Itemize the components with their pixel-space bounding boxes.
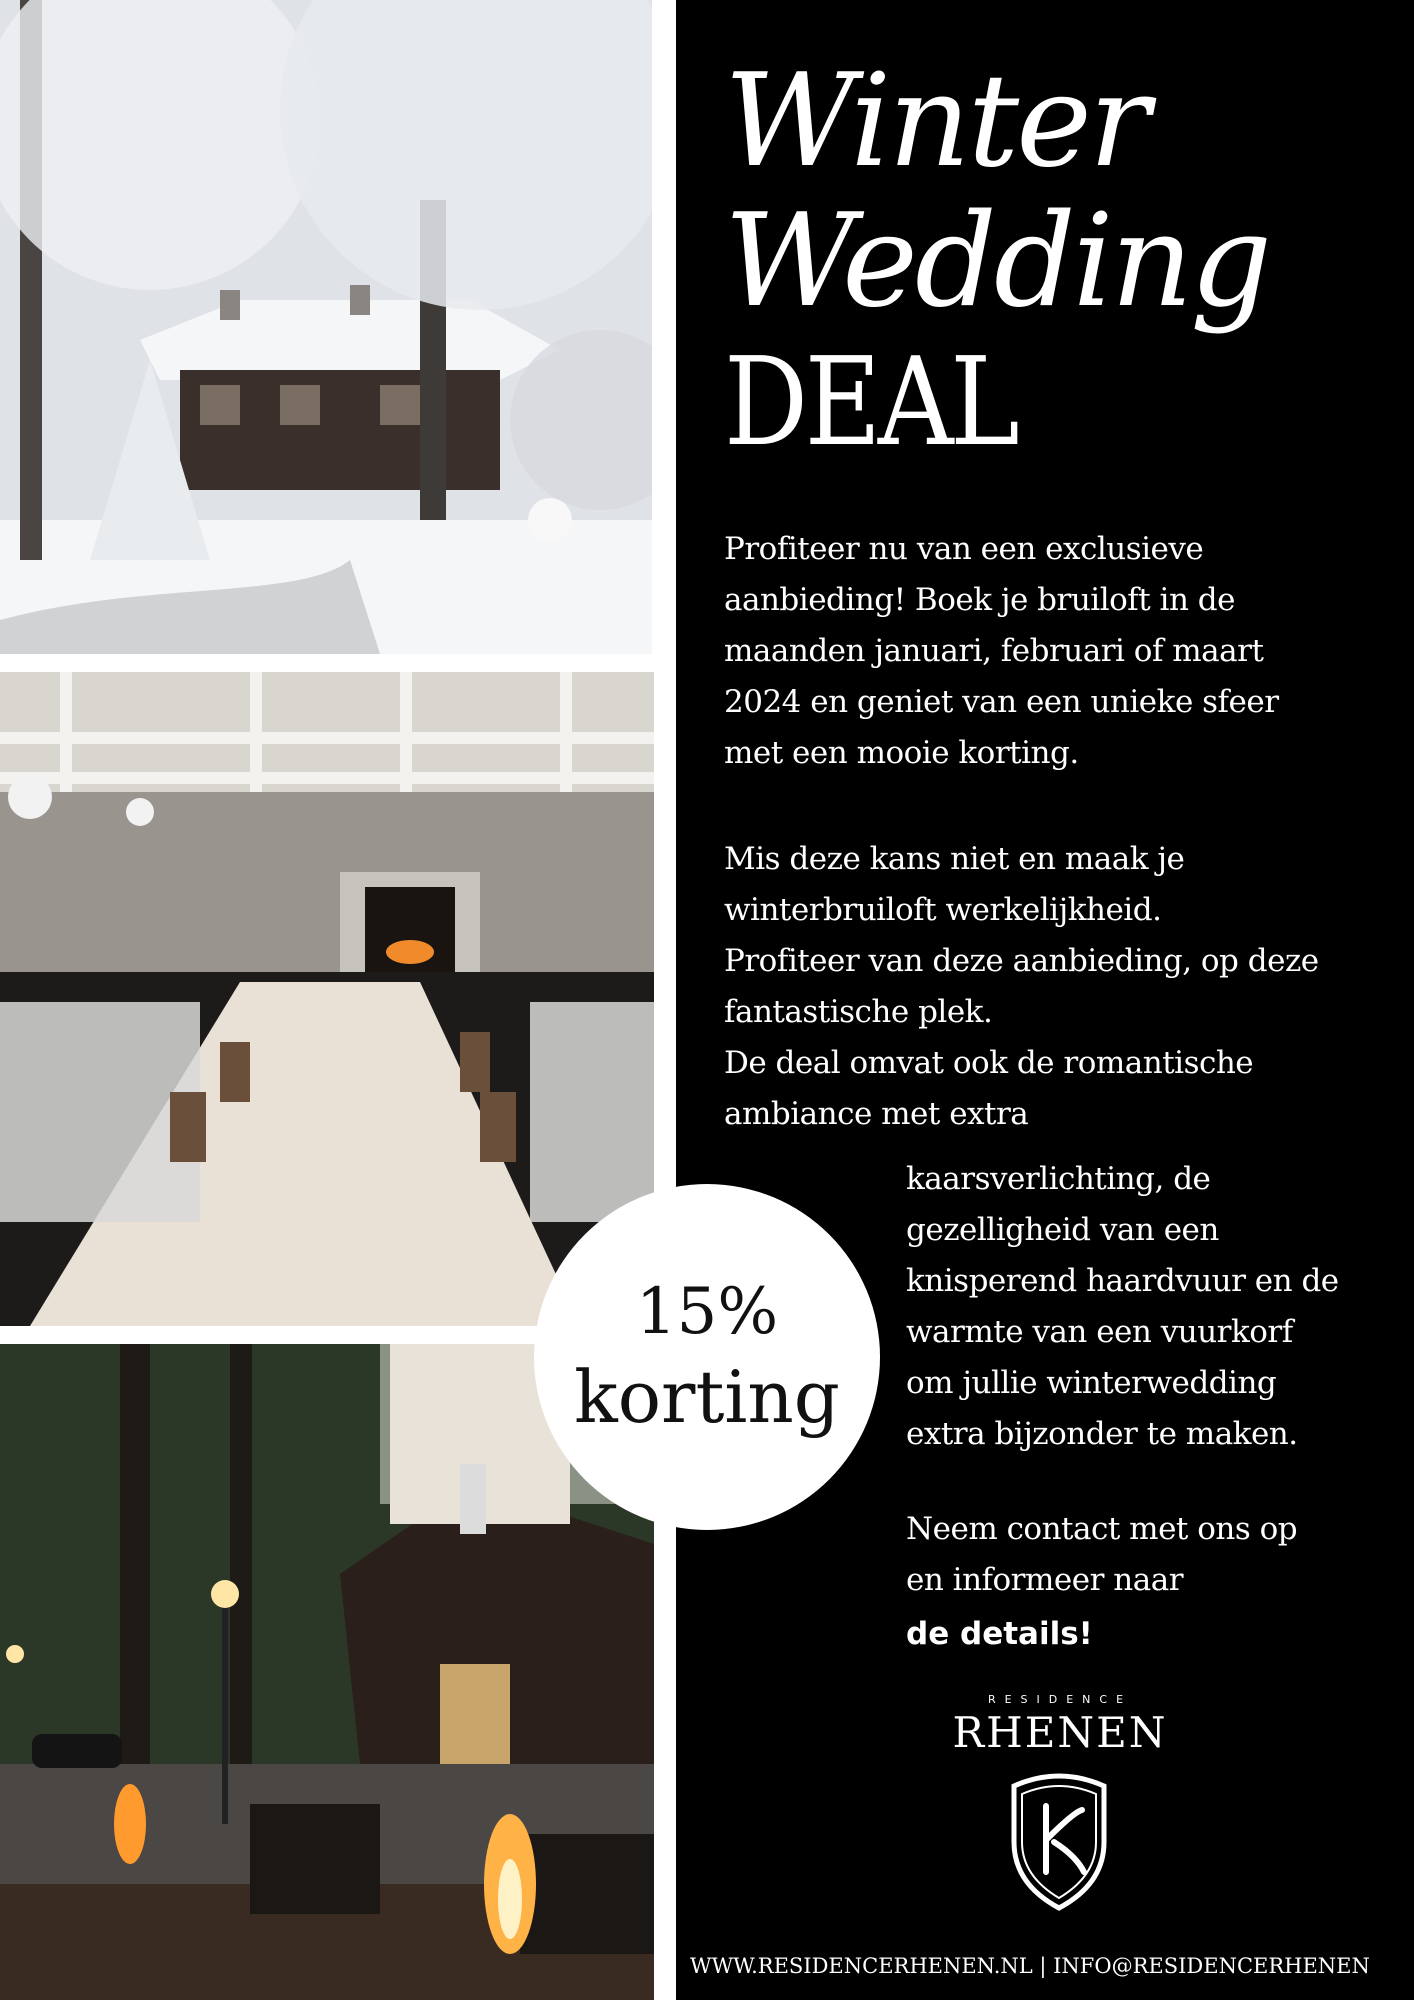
logo-wordmark: RHENEN [952,1708,1168,1757]
logo-subtitle: RESIDENCE [987,1693,1133,1706]
discount-label: korting [574,1355,840,1439]
discount-percent: 15% [635,1275,779,1349]
page-title [724,47,1270,473]
ceremony-hall-illustration [0,672,654,1326]
contact-paragraph: Neem contact met ons op en informeer naar [906,1511,1298,1598]
title-line-winter: Winter [724,47,1148,196]
intro-paragraph: Profiteer nu van een exclusieve aanbieding! Boek je bruiloft in de maanden januari, februari of maart 2024 en geniet van een unieke sfeer met een mooie korting. [724,531,1279,771]
discount-badge [534,1184,880,1530]
snowy-villa-illustration [0,0,652,654]
photo-snowy-villa [0,0,652,654]
deal-paragraph: Mis deze kans niet en maak je winterbruiloft werkelijkheid. Profiteer van deze aanbieding, op deze fantastische plek. De deal omvat ook de romantische ambiance met extra [724,841,1319,1132]
footer-contact: WWW.RESIDENCERHENEN.NL | INFO@RESIDENCERHENEN [690,1954,1370,1978]
ambiance-paragraph: kaarsverlichting, de gezelligheid van een knisperend haardvuur en de warmte van een vuurkorf om jullie winterwedding extra bijzonder te maken. [906,1161,1339,1452]
photo-ceremony-hall [0,672,654,1326]
crest-logo-icon [1004,1772,1114,1912]
title-line-deal: DEAL [724,331,1017,473]
title-line-wedding: Wedding [724,187,1270,336]
details-callout: de details! [906,1616,1093,1652]
